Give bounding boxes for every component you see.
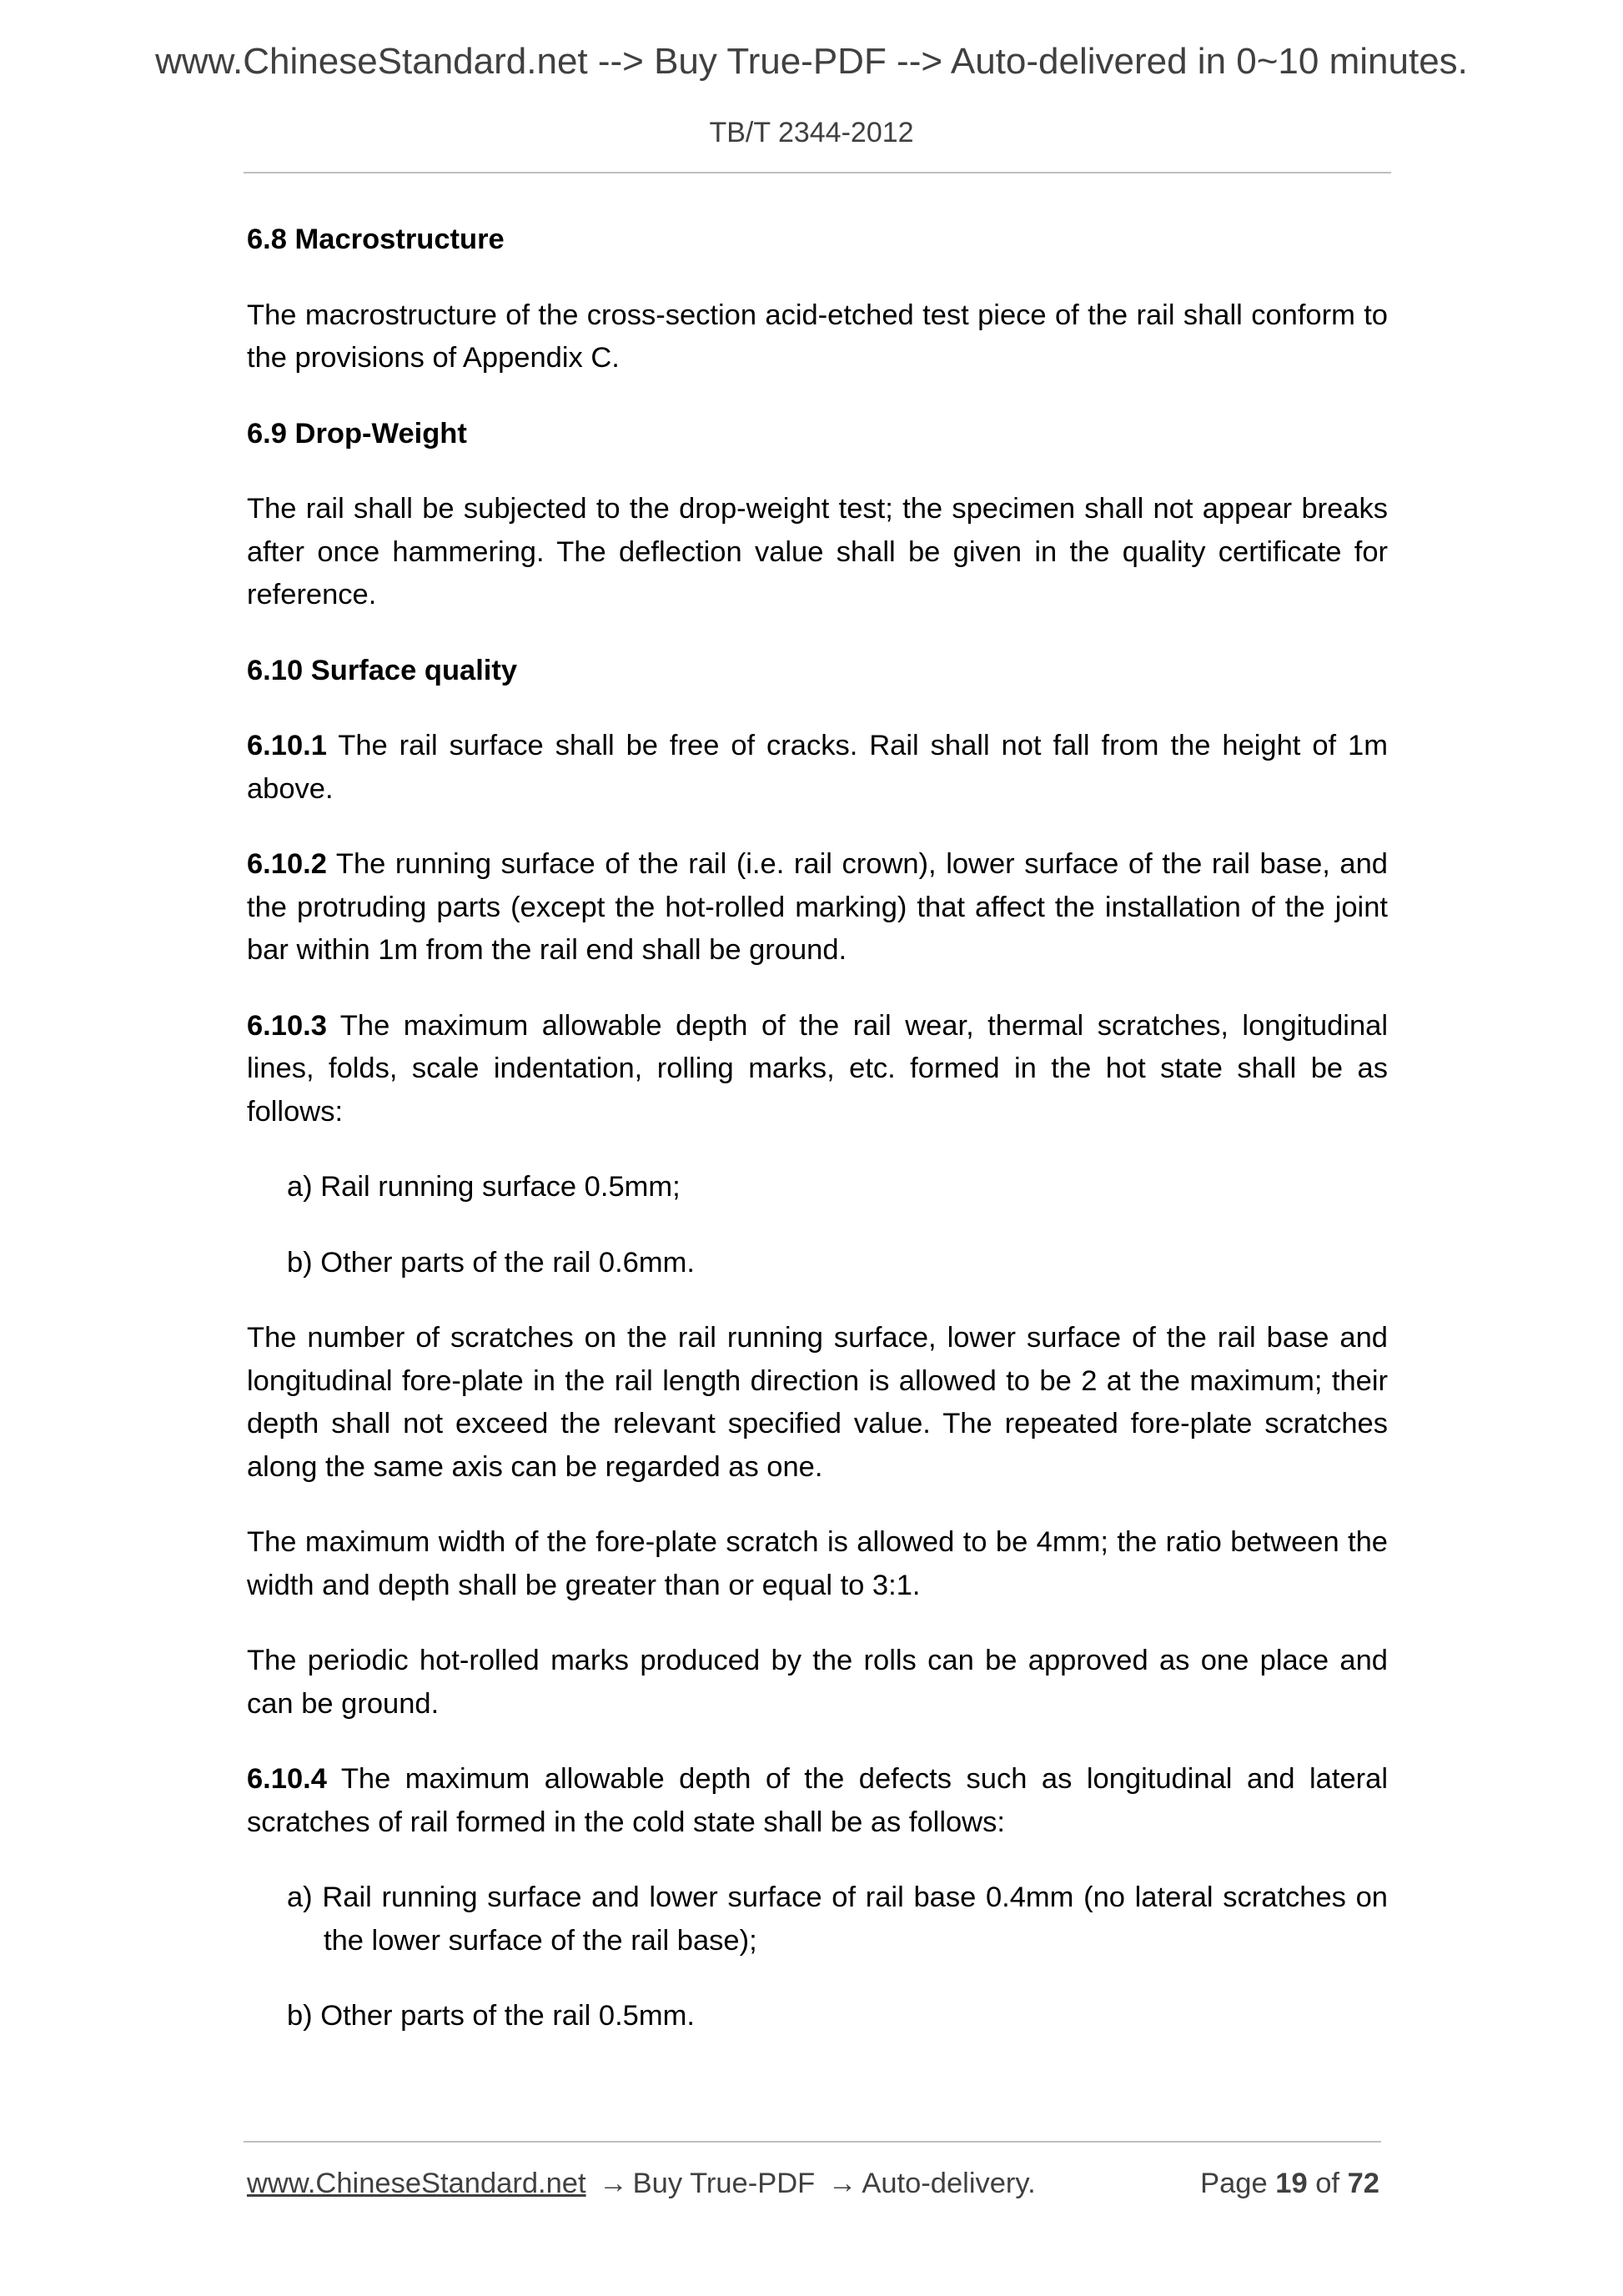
footer-website-link[interactable]: www.ChineseStandard.net bbox=[247, 2168, 586, 2199]
max-width-paragraph: The maximum width of the fore-plate scratch is allowed to be 4mm; the ratio between the width and depth shall be greater than or equal to 3:1. bbox=[247, 1526, 1388, 1601]
section-6-8-heading: 6.8 Macrostructure bbox=[247, 224, 505, 255]
footer-buy-text: Buy True-PDF bbox=[632, 2168, 816, 2199]
footer-divider bbox=[244, 2141, 1381, 2143]
section-6-10-heading: 6.10 Surface quality bbox=[247, 654, 518, 686]
header-divider bbox=[244, 172, 1391, 173]
clause-number: 6.10.2 bbox=[247, 848, 327, 880]
clause-text: The maximum allowable depth of the rail wear, thermal scratches, longitudinal lines, folds, scale indentation, rolling marks, etc. formed in the hot state shall be as follows: bbox=[247, 1009, 1388, 1128]
periodic-marks-paragraph: The periodic hot-rolled marks produced by the rolls can be approved as one place and can be ground. bbox=[247, 1645, 1388, 1720]
list-item: a) Rail running surface 0.5mm; bbox=[287, 1171, 681, 1203]
section-6-9-paragraph: The rail shall be subjected to the drop-weight test; the specimen shall not appear breaks after once hammering. The deflection value shall be given in the quality certificate for reference. bbox=[247, 493, 1388, 610]
list-item: b) Other parts of the rail 0.6mm. bbox=[287, 1246, 695, 1279]
page-number: 19 bbox=[1275, 2168, 1308, 2199]
section-6-8-paragraph: The macrostructure of the cross-section acid-etched test piece of the rail shall conform to the provisions of Appendix C. bbox=[247, 299, 1388, 374]
footer-left bbox=[247, 2163, 1036, 2203]
section-6-10-1-paragraph bbox=[247, 725, 1388, 811]
section-6-10-3-paragraph bbox=[247, 1005, 1388, 1134]
clause-number: 6.10.1 bbox=[247, 730, 327, 761]
of-label: of bbox=[1315, 2168, 1340, 2199]
total-pages: 72 bbox=[1347, 2168, 1379, 2199]
section-6-9-heading: 6.9 Drop-Weight bbox=[247, 417, 467, 450]
arrow-right-icon: → bbox=[827, 2168, 857, 2199]
clause-number: 6.10.4 bbox=[247, 1763, 327, 1795]
scratches-count-paragraph: The number of scratches on the rail running surface, lower surface of the rail base and longitudinal fore-plate in the rail length direction is allowed to be 2 at the maximum; their depth shall not exceed the relevant specified value. The repeated fore-plate scratches along the same axis can be regarded as one. bbox=[247, 1322, 1388, 1483]
clause-text: The running surface of the rail (i.e. rail crown), lower surface of the rail base, and the protruding parts (except the hot-rolled marking) that affect the installation of the joint bar within 1m from the rail end shall be ground. bbox=[247, 848, 1388, 966]
top-banner-link[interactable]: www.ChineseStandard.net --> Buy True-PDF --> Auto-delivered in 0~10 minutes. bbox=[155, 41, 1468, 82]
arrow-right-icon: → bbox=[599, 2168, 628, 2199]
clause-number: 6.10.3 bbox=[247, 1009, 327, 1042]
page-content bbox=[247, 219, 1388, 2071]
footer-delivery-text: Auto-delivery. bbox=[862, 2168, 1036, 2199]
document-code: TB/T 2344-2012 bbox=[709, 117, 914, 148]
page-label: Page bbox=[1200, 2168, 1268, 2199]
section-6-10-4-paragraph bbox=[247, 1758, 1388, 1844]
clause-text: The rail surface shall be free of cracks. Rail shall not fall from the height of 1m above. bbox=[247, 730, 1388, 805]
section-6-10-2-paragraph bbox=[247, 843, 1388, 972]
page-counter bbox=[1200, 2163, 1379, 2203]
list-item: a) Rail running surface and lower surface of rail base 0.4mm (no lateral scratches on the lower surface of the rail base); bbox=[287, 1882, 1388, 1957]
list-item: b) Other parts of the rail 0.5mm. bbox=[287, 2000, 695, 2032]
clause-text: The maximum allowable depth of the defects such as longitudinal and lateral scratches of rail formed in the cold state shall be as follows: bbox=[247, 1763, 1388, 1838]
